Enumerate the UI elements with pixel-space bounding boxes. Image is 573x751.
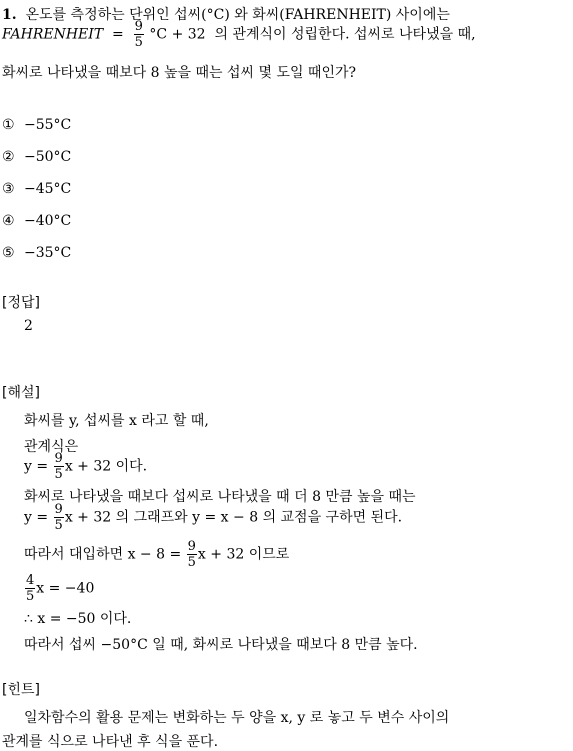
hint-line-2: 관계를 식으로 나타낸 후 식을 푼다. [2, 734, 219, 750]
hint-label: [힌트] [2, 682, 40, 698]
fraction-denominator: 5 [134, 35, 143, 50]
eq-lhs: 따라서 대입하면 x − 8 = [24, 546, 182, 563]
option-mark: ⑤ [2, 245, 15, 261]
question-number: 1. [2, 7, 17, 23]
hint-line-1: 일차함수의 활용 문제는 변화하는 두 양을 x, y 로 놓고 두 변수 사이의 [24, 710, 450, 726]
option-5[interactable] [2, 245, 71, 261]
question-line-3: 화씨로 나타냈을 때보다 8 높을 때는 섭씨 몇 도일 때인가? [2, 65, 356, 81]
formula-rhs: °C + 32 [149, 26, 206, 43]
formula-fraction [134, 20, 144, 49]
option-2[interactable] [2, 149, 71, 165]
option-1[interactable] [2, 117, 71, 133]
option-text: −45°C [24, 181, 72, 197]
eq-fraction [54, 452, 64, 481]
option-text: −35°C [24, 245, 72, 261]
eq-lhs: y = [24, 458, 49, 475]
option-text: −40°C [24, 213, 72, 229]
fraction-numerator: 9 [134, 19, 143, 34]
eq-rhs: x + 32 이다. [64, 458, 148, 475]
fraction-denominator: 5 [26, 589, 35, 604]
explanation-line-9: 따라서 섭씨 −50°C 일 때, 화씨로 나타냈을 때보다 8 만큼 높다. [24, 637, 418, 653]
formula-lhs: FAHRENHEIT [2, 26, 104, 43]
explanation-line-7 [24, 574, 94, 603]
explanation-line-5 [24, 503, 402, 532]
fraction-numerator: 9 [54, 502, 63, 517]
eq-lhs: y = [24, 509, 49, 526]
fraction-denominator: 5 [54, 518, 63, 533]
eq-fraction [187, 540, 197, 569]
option-mark: ③ [2, 181, 15, 197]
eq-fraction [25, 574, 35, 603]
option-mark: ① [2, 117, 15, 133]
question-text-1: 온도를 측정하는 단위인 섭씨(°C) 와 화씨(FAHRENHEIT) 사이에는 [25, 7, 450, 23]
answer-label: [정답] [2, 295, 40, 311]
eq-fraction [54, 503, 64, 532]
question-text-2: 의 관계식이 성립한다. 섭씨로 나타냈을 때, [214, 26, 476, 43]
formula-eq: = [112, 26, 124, 43]
answer-value: 2 [24, 318, 33, 334]
explanation-line-8: ∴ x = −50 이다. [24, 611, 132, 627]
explanation-line-2: 관계식은 [24, 439, 79, 455]
option-mark: ④ [2, 213, 15, 229]
explanation-label: [해설] [2, 385, 40, 401]
eq-rhs: x = −40 [36, 580, 95, 597]
explanation-line-6 [24, 540, 289, 569]
option-text: −55°C [24, 117, 72, 133]
explanation-line-1: 화씨를 y, 섭씨를 x 라고 할 때, [24, 413, 209, 429]
fraction-denominator: 5 [187, 555, 196, 570]
option-mark: ② [2, 149, 15, 165]
fraction-numerator: 4 [26, 573, 35, 588]
fraction-numerator: 9 [187, 539, 196, 554]
explanation-line-3 [24, 452, 147, 481]
eq-rhs: x + 32 이므로 [197, 546, 290, 563]
option-4[interactable] [2, 213, 71, 229]
option-text: −50°C [24, 149, 72, 165]
explanation-line-4: 화씨로 나타냈을 때보다 섭씨로 나타냈을 때 더 8 만큼 높을 때는 [24, 489, 416, 505]
option-3[interactable] [2, 181, 71, 197]
fraction-denominator: 5 [54, 467, 63, 482]
eq-rhs: x + 32 의 그래프와 y = x − 8 의 교점을 구하면 된다. [64, 509, 403, 526]
question-line-2 [2, 20, 476, 49]
fraction-numerator: 9 [54, 451, 63, 466]
